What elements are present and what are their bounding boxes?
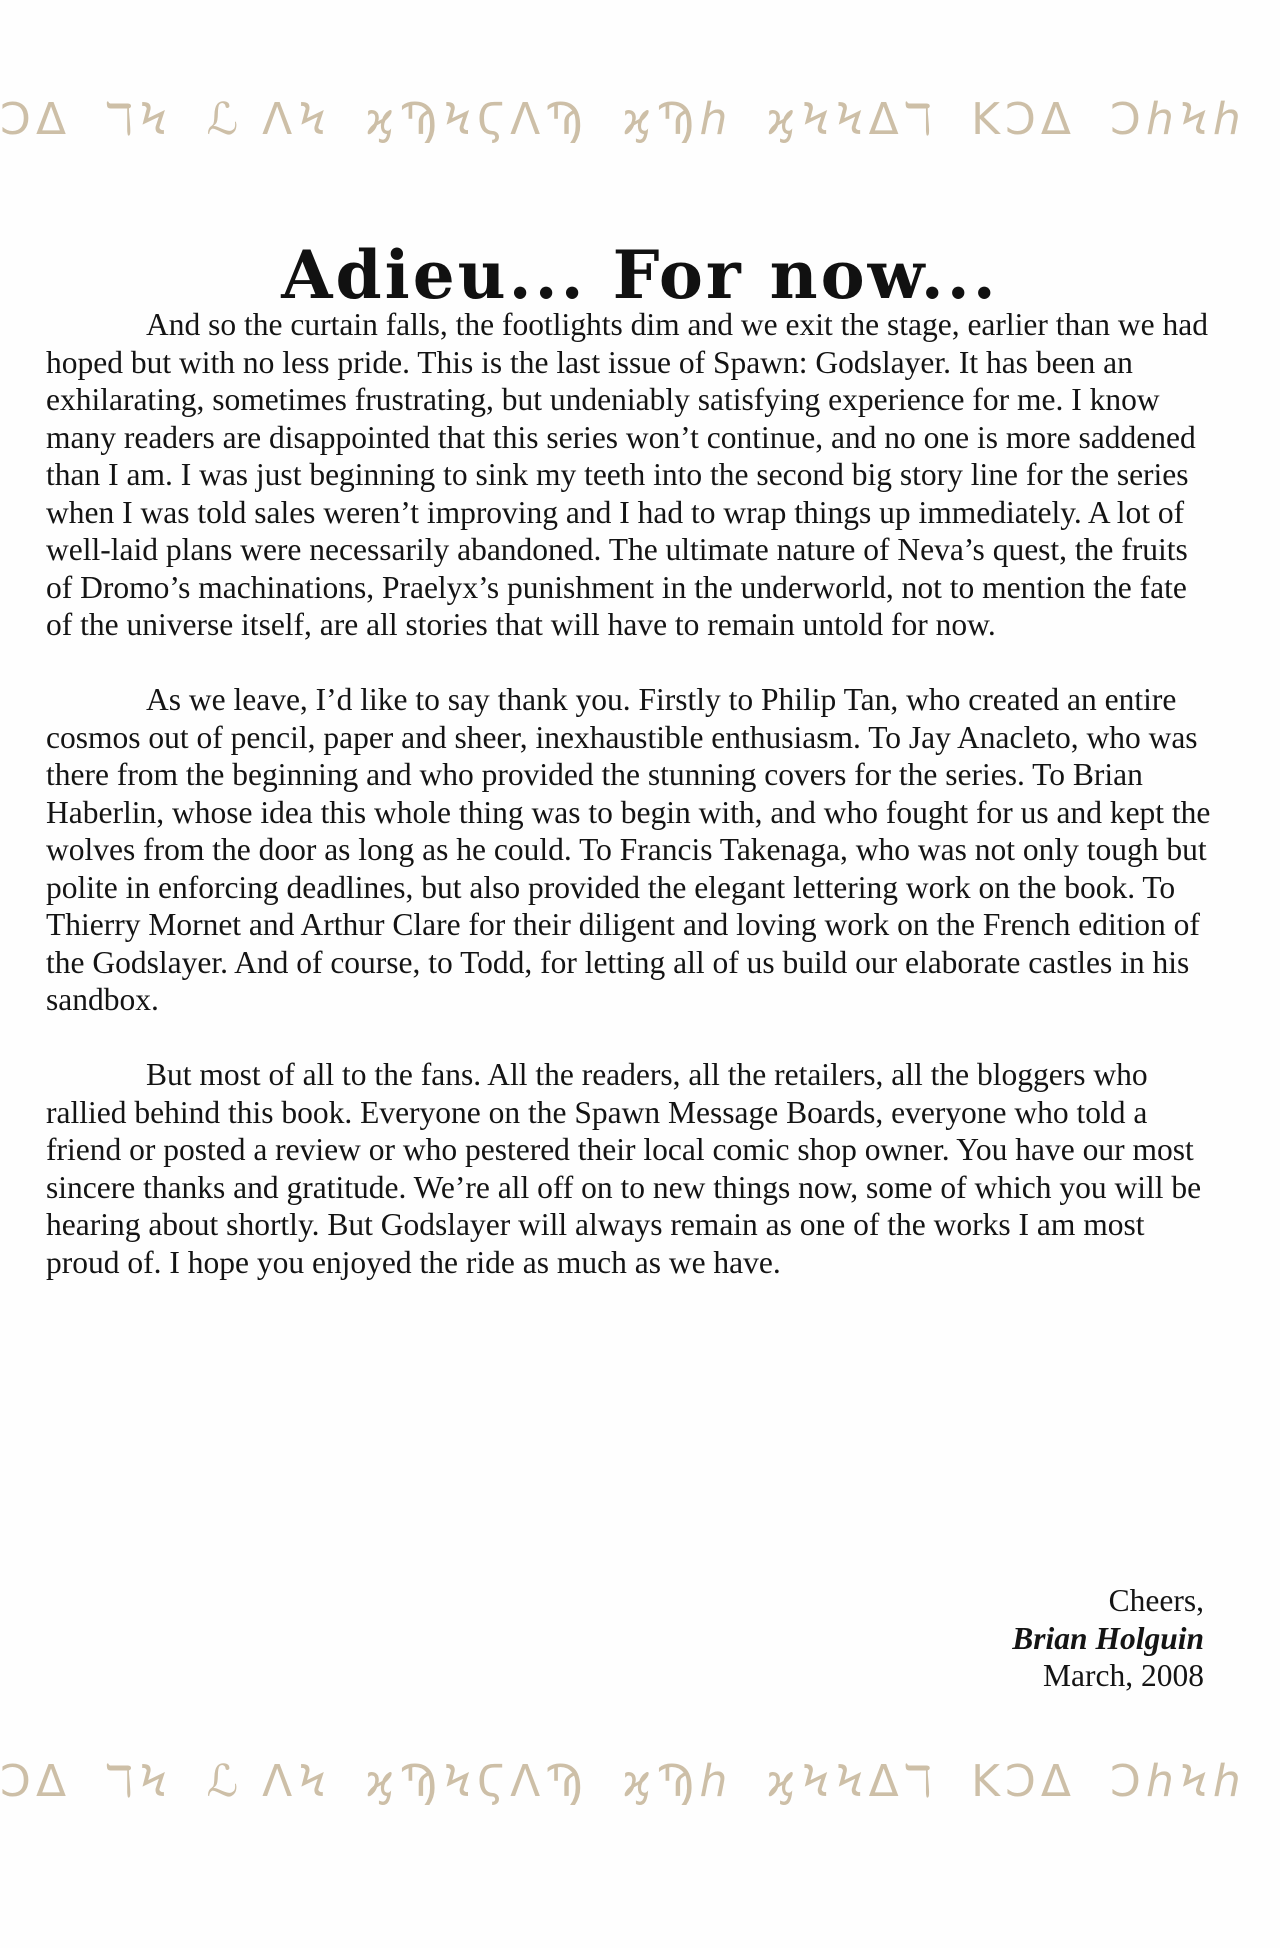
script-word: ϽΔ xyxy=(0,94,72,145)
script-word: ϽℎϞℎ xyxy=(1110,94,1246,145)
signoff xyxy=(1012,1582,1204,1695)
date: March, 2008 xyxy=(1043,1658,1204,1693)
script-word: ϽΔ xyxy=(0,1756,72,1807)
author-name: Brian Holguin xyxy=(1012,1620,1204,1656)
paragraph: As we leave, I’d like to say thank you. Firstly to Philip Tan, who created an entire cosmos out of pencil, paper and sheer, inexhaustible enthusiasm. To Jay Anacleto, who was there from the beginning and who provided the stunning covers for the series. To Brian Haberlin, whose idea this whole thing was to begin with, and who fought for us and kept the wolves from the door as long as he could. To Francis Takenaga, who was not only tough but polite in enforcing deadlines, but also provided the elegant lettering work on the book. To Thierry Mornet and Arthur Clare for their diligent and loving work on the French edition of the Godslayer. And of course, to Todd, for letting all of us build our elaborate castles in his sandbox. xyxy=(46,682,1211,1017)
closing: Cheers, xyxy=(1108,1583,1204,1618)
script-word: ℸϞ xyxy=(105,1756,173,1807)
decorative-script-band-bottom xyxy=(0,1752,1280,1812)
script-word: ΚϽΔ xyxy=(971,94,1077,145)
paragraph: But most of all to the fans. All the readers, all the retailers, all the bloggers who rallied behind this book. Everyone on the Spawn Message Boards, everyone who told a friend or posted a review or who pestered their local comic shop owner. You have our most sincere thanks and gratitude. We’re all off on to new things now, some of which you will be hearing about shortly. But Godslayer will always remain as one of the works I am most proud of. I hope you enjoyed the ride as much as we have. xyxy=(46,1057,1202,1280)
script-word: ϗϠϞϚΛϠ xyxy=(365,94,589,145)
decorative-script-band-top xyxy=(0,90,1280,150)
paragraph: And so the curtain falls, the footlights dim and we exit the stage, earlier than we had hoped but with no less pride. This is the last issue of Spawn: Godslayer. It has been an exhilarating, sometimes frustrating, but undeniably satisfying experience for me. I know many readers are disappointed that this series won’t continue, and no one is more saddened than I am. I was just beginning to sink my teeth into the second big story line for the series when I was told sales weren’t improving and I had to wrap things up immediately. A lot of well-laid plans were necessarily abandoned. The ultimate nature of Neva’s quest, the fruits of Dromo’s machinations, Praelyx’s punishment in the underworld, not to mention the fate of the universe itself, are all stories that will have to remain untold for now. xyxy=(46,307,1208,642)
script-word: ℸϞ xyxy=(105,94,173,145)
script-word: ϗϠℎ xyxy=(622,94,733,145)
script-word: ϗϞϞΔℸ xyxy=(766,1756,938,1807)
script-word: ϗϠℎ xyxy=(622,1756,733,1807)
script-word: ϗϞϞΔℸ xyxy=(766,94,938,145)
script-word: ℒ ΛϞ xyxy=(206,94,332,145)
letter-body xyxy=(46,306,1211,1319)
script-word: ϽℎϞℎ xyxy=(1110,1756,1246,1807)
page-title: Adieu... For now... xyxy=(281,236,999,315)
script-word: ℒ ΛϞ xyxy=(206,1756,332,1807)
script-word: ΚϽΔ xyxy=(971,1756,1077,1807)
script-word: ϗϠϞϚΛϠ xyxy=(365,1756,589,1807)
